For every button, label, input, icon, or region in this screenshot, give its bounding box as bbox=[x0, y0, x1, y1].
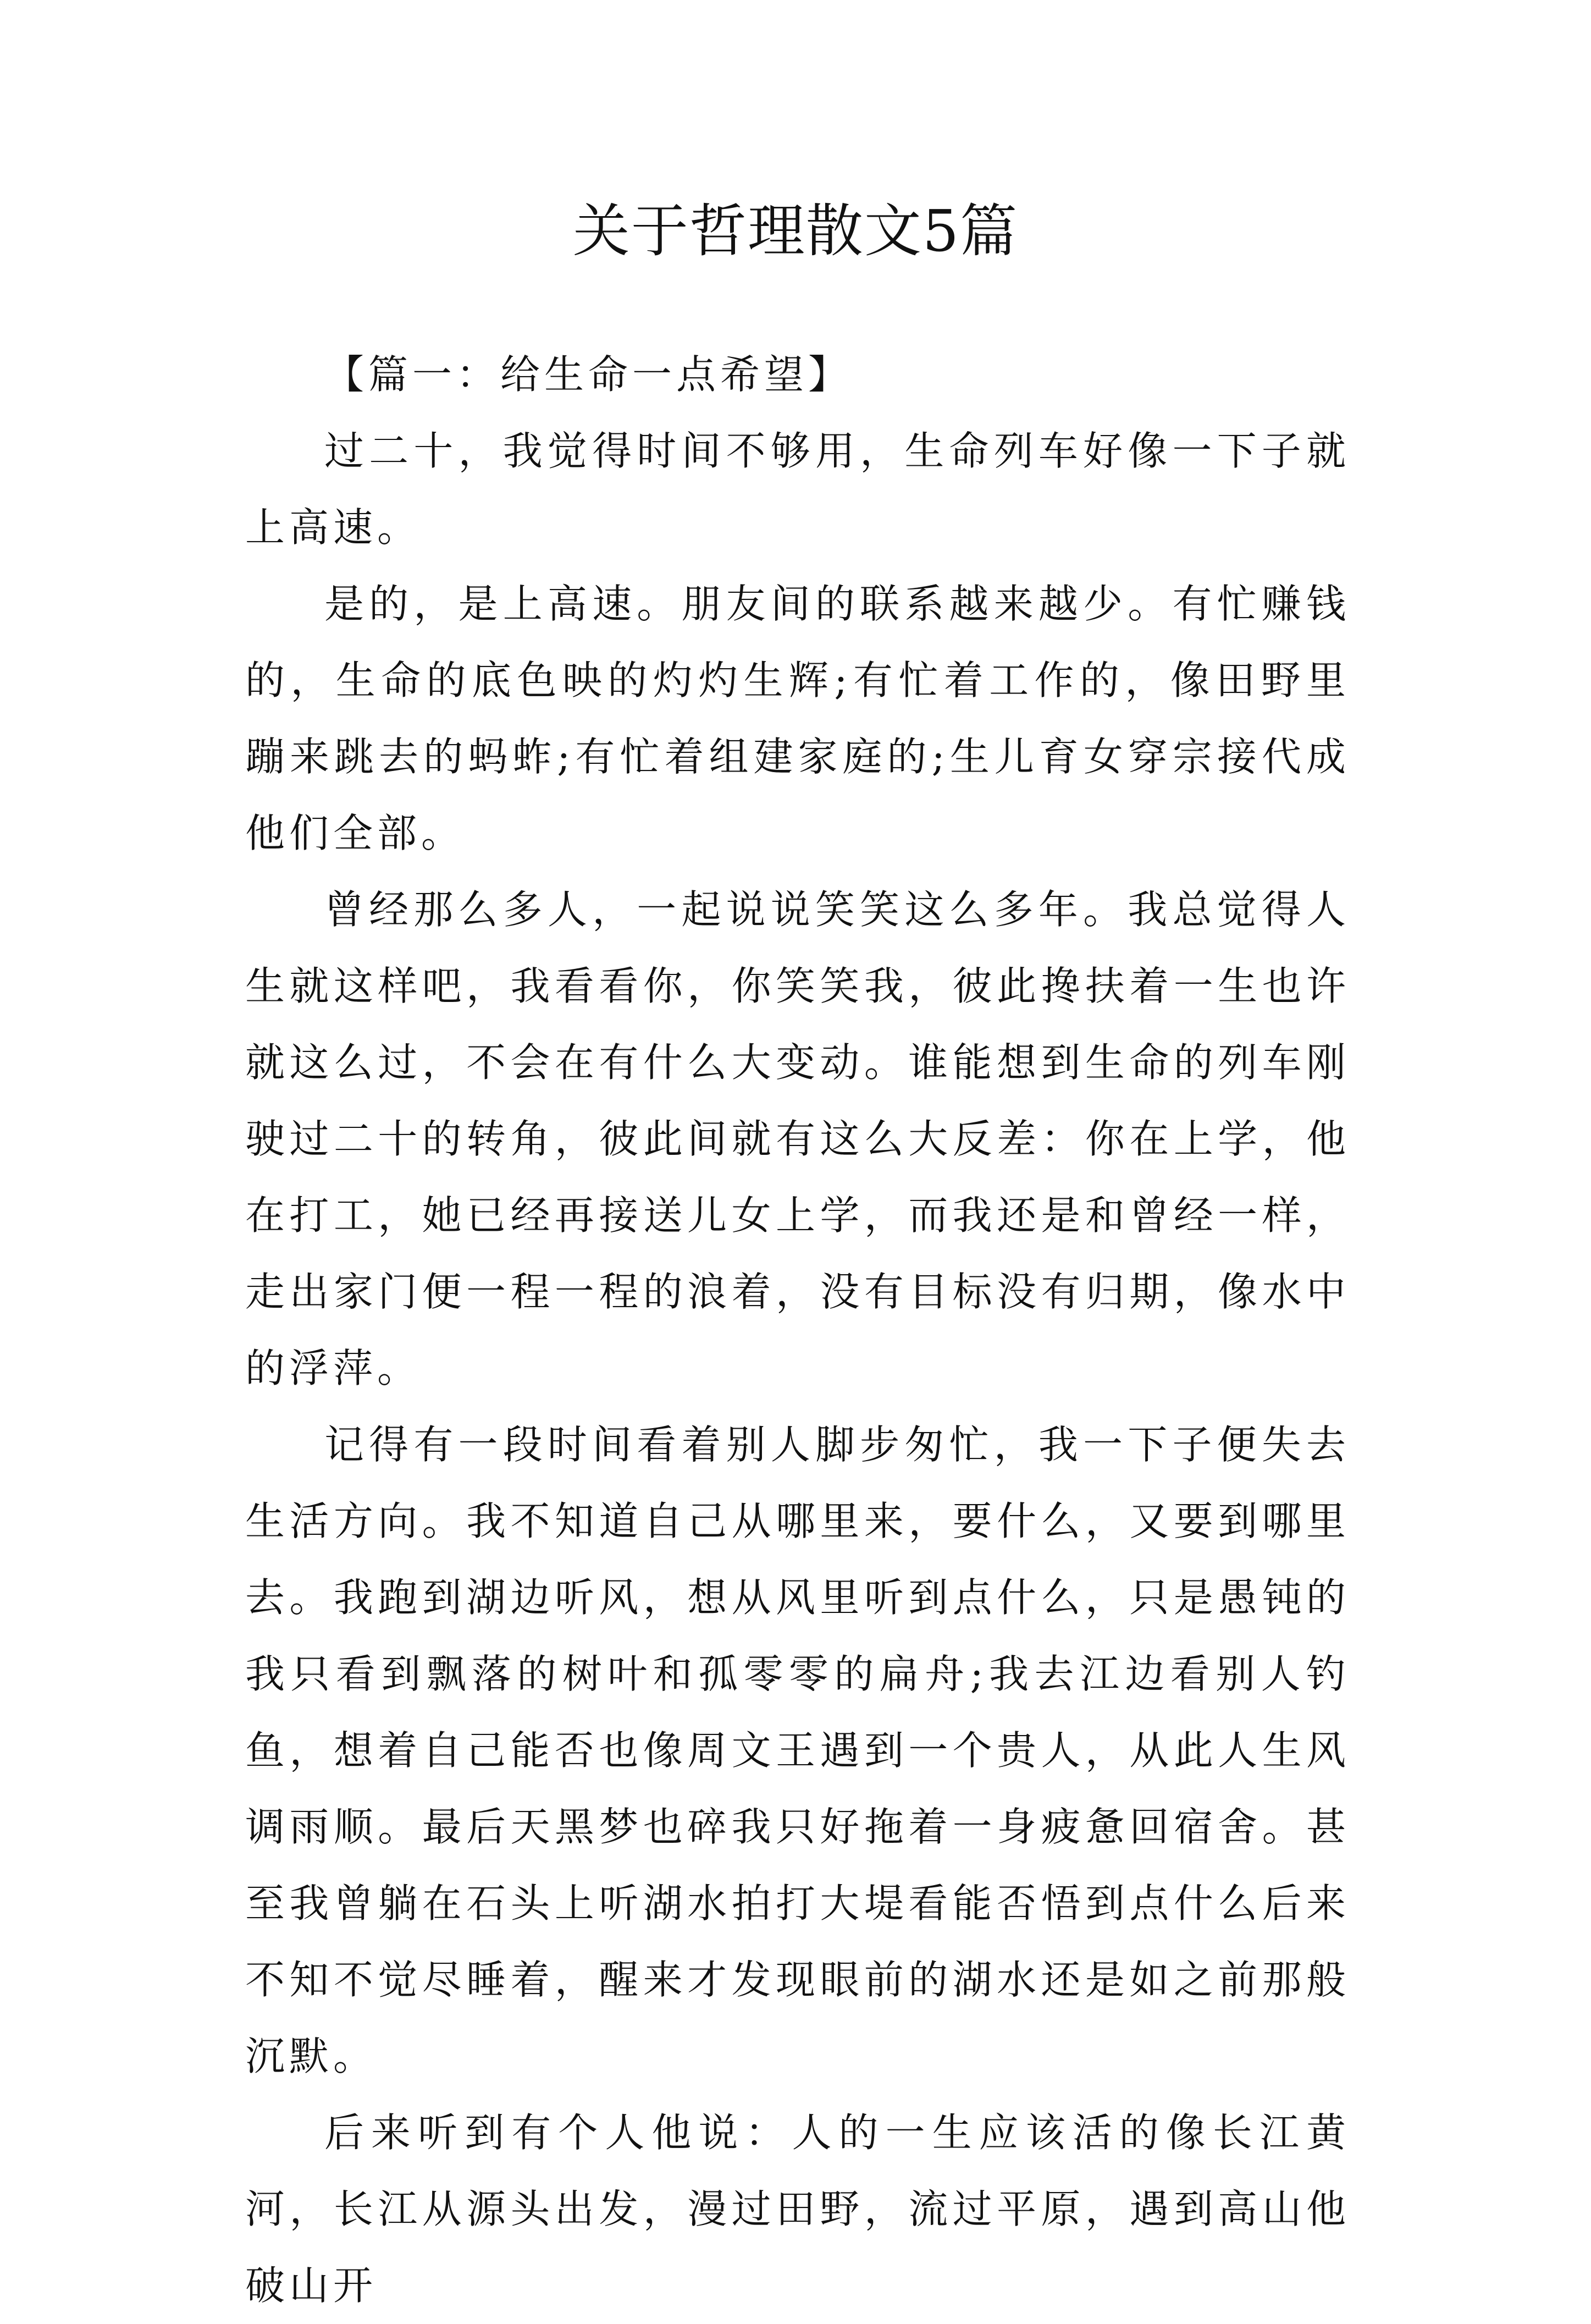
paragraph-5: 后来听到有个人他说：人的一生应该活的像长江黄河，长江从源头出发，漫过田野，流过平原，遇到高山他破山开 bbox=[245, 2110, 1350, 2309]
document-title: 关于哲理散文5篇 bbox=[572, 197, 1019, 265]
paragraph-4: 记得有一段时间看着别人脚步匆忙，我一下子便失去生活方向。我不知道自己从哪里来，要什么，又要到哪里去。我跑到湖边听风，想从风里听到点什么，只是愚钝的我只看到飘落的树叶和孤零零的扁舟;我去江边看别人钓鱼，想着自己能否也像周文王遇到一个贵人，从此人生风调雨顺。最后天黑梦也碎我只好拖着一身疲惫回宿舍。甚至我曾躺在石头上听湖水拍打大堤看能否悟到点什么后来不知不觉尽睡着，醒来才发现眼前的湖水还是如之前那般沉默。 bbox=[245, 1422, 1350, 2079]
document-body bbox=[245, 337, 1350, 2324]
paragraph-3: 曾经那么多人，一起说说笑笑这么多年。我总觉得人生就这样吧，我看看你，你笑笑我，彼此搀扶着一生也许就这么过，不会在有什么大变动。谁能想到生命的列车刚驶过二十的转角，彼此间就有这么大反差：你在上学，他在打工，她已经再接送儿女上学，而我还是和曾经一样，走出家门便一程一程的浪着，没有目标没有归期，像水中的浮萍。 bbox=[245, 886, 1350, 1391]
paragraph-1: 过二十，我觉得时间不够用，生命列车好像一下子就上高速。 bbox=[245, 428, 1350, 550]
paragraph-2: 是的，是上高速。朋友间的联系越来越少。有忙赚钱的，生命的底色映的灼灼生辉;有忙着工作的，像田野里蹦来跳去的蚂蚱;有忙着组建家庭的;生儿育女穿宗接代成他们全部。 bbox=[245, 581, 1350, 856]
section-heading: 【篇一：给生命一点希望】 bbox=[324, 351, 853, 398]
